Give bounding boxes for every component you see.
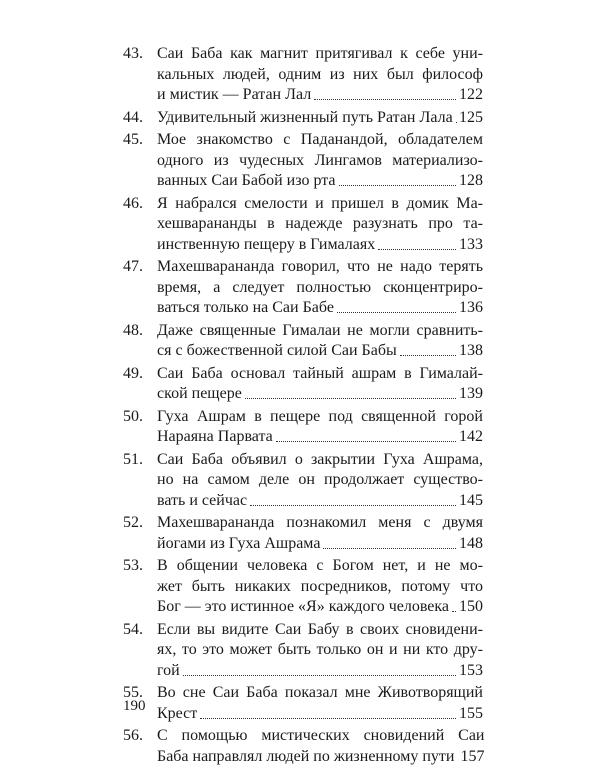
toc-entry-title	[157, 194, 483, 256]
toc-entry	[123, 108, 483, 129]
toc-entry-last-line	[157, 597, 483, 618]
toc-entry-number: 56.	[123, 726, 157, 747]
toc-entry-number: 47.	[123, 257, 157, 278]
toc-entry-title-line: жет быть никаких посредников, потому что	[157, 577, 483, 598]
toc-entry-number: 46.	[123, 194, 157, 215]
toc-entry	[123, 257, 483, 319]
toc-entry	[123, 364, 483, 405]
toc-entry-last-line	[157, 341, 483, 362]
toc-entry-page: 145	[459, 491, 483, 512]
toc-entry-title-line: Махешварананда познакомил меня с двумя	[157, 513, 483, 534]
toc-entry	[123, 130, 483, 192]
toc-entry-page: 155	[459, 704, 483, 725]
toc-entry-title-line: Саи Баба основал тайный ашрам в Гималай-	[157, 364, 483, 385]
toc-entry-last-line	[157, 491, 483, 512]
dot-leader	[183, 674, 456, 676]
toc-entry-title-line: Крест	[157, 704, 197, 725]
toc-entry-title-line: Саи Баба как магнит притягивал к себе уни-	[157, 44, 483, 65]
dot-leader	[378, 248, 456, 250]
toc-entry	[123, 556, 483, 618]
toc-entry-title	[157, 683, 483, 724]
toc-entry-title-line: В общении человека с Богом нет, и не мо-	[157, 556, 483, 577]
dot-leader	[452, 610, 456, 612]
toc-entry	[123, 407, 483, 448]
toc-entry-number: 50.	[123, 407, 157, 428]
toc-entry-title-line: Удивительный жизненный путь Ратан Лала	[157, 108, 453, 129]
toc-entry-page: 138	[459, 341, 483, 362]
toc-entry-title-line: Махешварананда говорил, что не надо терять	[157, 257, 483, 278]
dot-leader	[323, 547, 456, 549]
toc-entry-number: 51.	[123, 450, 157, 471]
toc-entry-title	[157, 726, 484, 767]
toc-entry-title	[157, 556, 483, 618]
toc-entry-title-line: инственную пещеру в Гималаях	[157, 235, 375, 256]
dot-leader	[314, 98, 456, 100]
toc-entry-title-line: ся с божественной силой Саи Бабы	[157, 341, 397, 362]
dot-leader	[339, 184, 456, 186]
toc-entry-page: 148	[459, 534, 483, 555]
toc-entry-title-line: Гуха Ашрам в пещере под священной горой	[157, 407, 483, 428]
toc-entry-page: 125	[459, 108, 483, 129]
toc-entry-title-line: Мое знакомство с Паданандой, обладателем	[157, 130, 483, 151]
toc-entry-page: 142	[459, 427, 483, 448]
toc-entry-title-line: ской пещере	[157, 384, 242, 405]
toc-entry-title-line: ванных Саи Бабой изо рта	[157, 171, 336, 192]
toc-entry-title-line: йогами из Гуха Ашрама	[157, 534, 320, 555]
toc-entry-title-line: Нараяна Парвата	[157, 427, 273, 448]
toc-entry-last-line	[157, 235, 483, 256]
toc-entry-page: 136	[459, 298, 483, 319]
toc-entry-title-line: Саи Баба объявил о закрытии Гуха Ашрама,	[157, 450, 483, 471]
toc-entry	[123, 726, 483, 767]
toc-entry-title-line: время, а следует полностью сконцентриро-	[157, 278, 483, 299]
toc-entry-title	[157, 130, 483, 192]
toc-entry-title	[157, 364, 483, 405]
toc-entry-last-line	[157, 171, 483, 192]
table-of-contents	[123, 44, 483, 769]
toc-entry-number: 55.	[123, 683, 157, 704]
toc-entry	[123, 620, 483, 682]
toc-entry-page: 122	[459, 85, 483, 106]
toc-entry-number: 53.	[123, 556, 157, 577]
toc-entry-title	[157, 108, 483, 129]
dot-leader	[337, 311, 456, 313]
toc-entry-last-line	[157, 661, 483, 682]
toc-entry-title	[157, 513, 483, 554]
toc-entry-title-line: ях, то это может быть только он и ни кто дру-	[157, 640, 483, 661]
toc-entry-last-line	[157, 384, 483, 405]
toc-entry	[123, 683, 483, 724]
toc-entry	[123, 321, 483, 362]
page-number: 190	[123, 698, 146, 715]
toc-entry-title-line: Баба направлял людей по жизненному пути	[157, 747, 454, 768]
toc-entry-number: 49.	[123, 364, 157, 385]
toc-entry-title-line: кальных людей, одним из них был философ	[157, 65, 483, 86]
toc-entry-last-line	[157, 85, 483, 106]
toc-entry-title-line: хешварананды в надежде разузнать про та-	[157, 214, 483, 235]
toc-entry	[123, 450, 483, 512]
toc-entry	[123, 44, 483, 106]
toc-entry-last-line	[157, 704, 483, 725]
toc-entry-title-line: Если вы видите Саи Бабу в своих сновидени-	[157, 620, 483, 641]
toc-entry-number: 54.	[123, 620, 157, 641]
toc-entry-last-line	[157, 534, 483, 555]
toc-entry-number: 45.	[123, 130, 157, 151]
toc-entry	[123, 513, 483, 554]
toc-entry-page: 139	[459, 384, 483, 405]
toc-entry-title-line: С помощью мистических сновидений Саи	[157, 726, 484, 747]
toc-entry-title	[157, 620, 483, 682]
toc-entry-title-line: Во сне Саи Баба показал мне Животворящий	[157, 683, 483, 704]
toc-entry-number: 52.	[123, 513, 157, 534]
toc-entry-title	[157, 321, 483, 362]
toc-entry-title-line: Бог — это истинное «Я» каждого человека	[157, 597, 449, 618]
toc-entry-title	[157, 257, 483, 319]
toc-entry-number: 43.	[123, 44, 157, 65]
toc-entry-page: 133	[459, 235, 483, 256]
toc-entry-title-line: Я набрался смелости и пришел в домик Ма-	[157, 194, 483, 215]
toc-entry-page: 153	[459, 661, 483, 682]
dot-leader	[276, 440, 456, 442]
toc-entry-last-line	[157, 108, 483, 129]
toc-entry-title	[157, 407, 483, 448]
toc-entry-title-line: гой	[157, 661, 180, 682]
dot-leader	[250, 504, 456, 506]
toc-entry-number: 48.	[123, 321, 157, 342]
toc-entry-title	[157, 450, 483, 512]
dot-leader	[400, 354, 456, 356]
toc-entry-page: 157	[460, 747, 484, 768]
dot-leader	[245, 397, 456, 399]
toc-entry-page: 150	[459, 597, 483, 618]
toc-entry-title-line: вать и сейчас	[157, 491, 247, 512]
toc-entry-title-line: одного из чудесных Лингамов материализо-	[157, 151, 483, 172]
toc-entry-last-line	[157, 298, 483, 319]
toc-entry-title-line: и мистик — Ратан Лал	[157, 85, 311, 106]
dot-leader	[200, 717, 456, 719]
toc-entry-page: 128	[459, 171, 483, 192]
toc-entry	[123, 194, 483, 256]
toc-entry-number: 44.	[123, 108, 157, 129]
toc-entry-last-line	[157, 427, 483, 448]
toc-entry-title-line: но на самом деле он продолжает существо-	[157, 470, 483, 491]
toc-entry-title-line: ваться только на Саи Бабе	[157, 298, 334, 319]
toc-entry-title-line: Даже священные Гималаи не могли сравнить-	[157, 321, 483, 342]
toc-entry-title	[157, 44, 483, 106]
